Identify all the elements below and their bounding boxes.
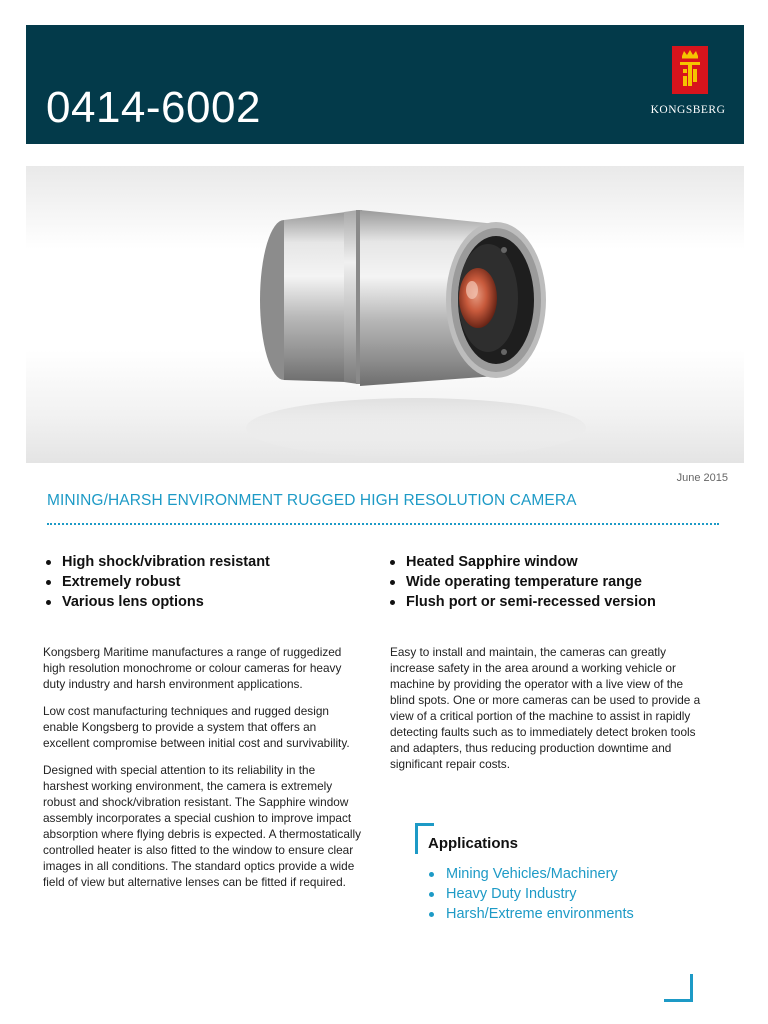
feature-item: Extremely robust	[43, 572, 270, 592]
title-divider	[47, 523, 719, 525]
document-title: MINING/HARSH ENVIRONMENT RUGGED HIGH RESOLUTION CAMERA	[47, 492, 577, 509]
feature-item: Various lens options	[43, 592, 270, 612]
camera-image	[26, 166, 744, 463]
body-paragraph: Easy to install and maintain, the cameras can greatly increase safety in the area around a working vehicle or machine by providing the operator with a live view of the blind spots. One or more cameras can be used to provide a view of a critical portion of the machine to assist in rapidly detecting faults such as to immediately detect broken tools and adapters, thus reducing production downtime and significant repair costs.	[390, 645, 701, 771]
part-number: 0414-6002	[46, 83, 261, 132]
product-photo	[26, 166, 744, 463]
application-item: Mining Vehicles/Machinery	[427, 864, 634, 884]
feature-item: Wide operating temperature range	[387, 572, 656, 592]
body-paragraph: Low cost manufacturing techniques and rugged design enable Kongsberg to provide a system that offers an excellent compromise between initial cost and survivability.	[43, 704, 350, 750]
application-item: Harsh/Extreme environments	[427, 904, 634, 924]
feature-item: Flush port or semi-recessed version	[387, 592, 656, 612]
feature-item: High shock/vibration resistant	[43, 552, 270, 572]
body-column-left	[43, 644, 363, 901]
applications-heading: Applications	[428, 835, 519, 852]
feature-list-right	[387, 552, 656, 612]
feature-item: Heated Sapphire window	[387, 552, 656, 572]
body-column-right	[390, 644, 710, 783]
kongsberg-logo	[640, 46, 740, 116]
applications-list	[427, 864, 634, 924]
header-band	[26, 25, 744, 144]
application-item: Heavy Duty Industry	[427, 884, 634, 904]
body-paragraph: Kongsberg Maritime manufactures a range of ruggedized high resolution monochrome or colour cameras for heavy duty industry and harsh environment applications.	[43, 645, 342, 691]
brand-name: KONGSBERG	[650, 104, 726, 116]
kongsberg-emblem-icon	[672, 46, 708, 94]
publication-date: June 2015	[676, 472, 728, 484]
corner-bracket	[664, 974, 693, 1002]
body-paragraph: Designed with special attention to its reliability in the harshest working environment, the camera is extremely robust and shock/vibration resistant. The Sapphire window assembly incorporates a special cushion to improve impact absorption where flying debris is expected. A thermostatically controlled heater is also fitted to the window to ensure clear images in all conditions. The standard optics provide a wide field of view but alternative lenses can be fitted if required.	[43, 763, 362, 889]
feature-list-left	[43, 552, 270, 612]
